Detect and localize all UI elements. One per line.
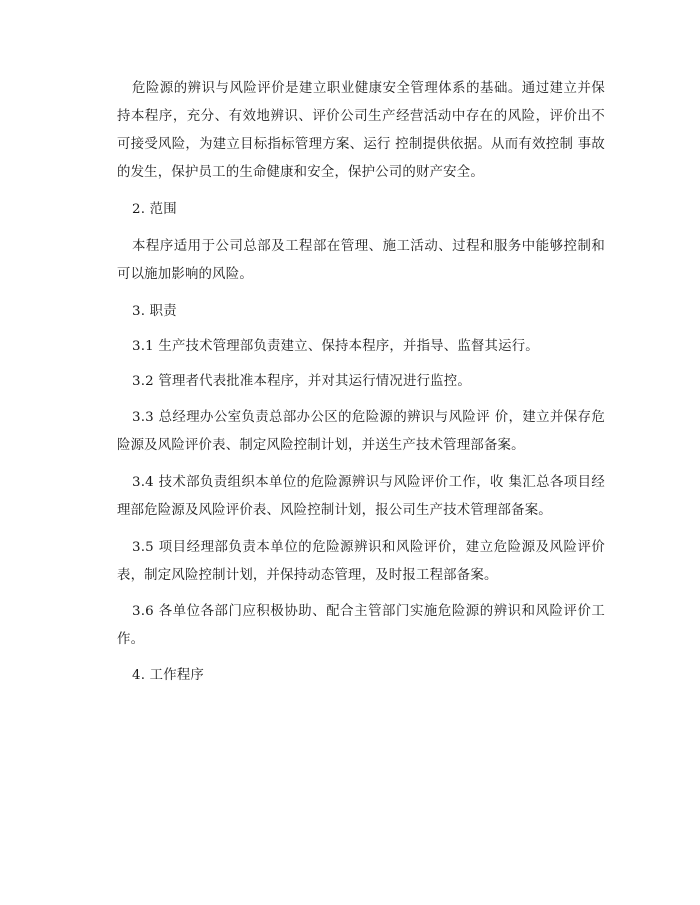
section-heading-work-procedure: 4. 工作程序 — [132, 668, 204, 683]
section-heading-scope: 2. 范围 — [132, 202, 177, 217]
responsibility-item-3-6: 3.6 各单位各部门应积极协助、配合主管部门实施危险源的辨识和风险评价工作。 — [117, 604, 605, 647]
responsibility-item-3-5: 3.5 项目经理部负责本单位的危险源辨识和风险评价，建立危险源及风险评价表，制定风险控制计划，并保持动态管理，及时报工程部备案。 — [117, 540, 605, 583]
responsibility-item-3-1: 3.1 生产技术管理部负责建立、保持本程序，并指导、监督其运行。 — [132, 339, 539, 354]
responsibility-item-3-2: 3.2 管理者代表批准本程序，并对其运行情况进行监控。 — [132, 374, 471, 389]
responsibility-item-3-4: 3.4 技术部负责组织本单位的危险源辨识与风险评价工作，收 集汇总各项目经理部危险源及风险评价表、风险控制计划，报公司生产技术管理部备案。 — [117, 475, 605, 518]
responsibility-item-3-3: 3.3 总经理办公室负责总部办公区的危险源的辨识与风险评 价，建立并保存危险源及风险评价表、制定风险控制计划，并送生产技术管理部备案。 — [117, 410, 605, 453]
scope-paragraph: 本程序适用于公司总部及工程部在管理、施工活动、过程和服务中能够控制和可以施加影响的风险。 — [117, 239, 605, 282]
intro-paragraph: 危险源的辨识与风险评价是建立职业健康安全管理体系的基础。通过建立并保持本程序，充分、有效地辨识、评价公司生产经营活动中存在的风险，评价出不可接受风险，为建立目标指标管理方案、运行 控制提供依据。从而有效控制 事故的发生，保护员工的生命健康和安全，保护公司的财产安全。 — [117, 81, 605, 180]
section-heading-responsibilities: 3. 职责 — [132, 304, 177, 319]
